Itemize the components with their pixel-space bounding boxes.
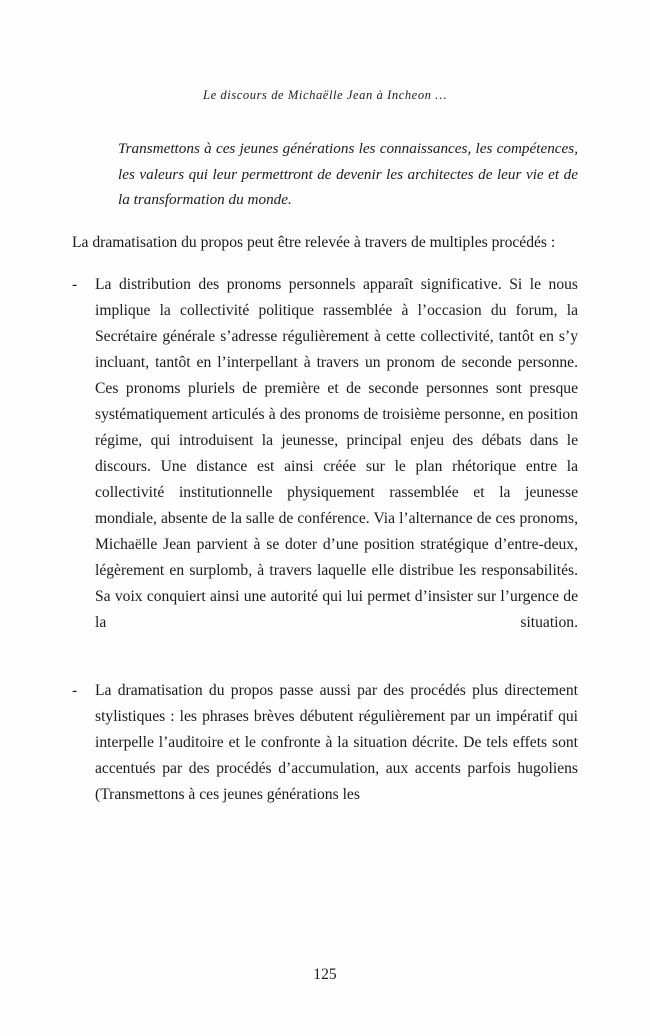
list-item-text: La distribution des pronoms personnels apparaît significative. Si le nous implique la collectivité politique rassemblée à l’occasion du forum, la Secrétaire générale s’adresse régulièrement à cette collectivité, tantôt en s’y incluant, tantôt en l’interpellant à travers un pronom de seconde personne. Ces pronoms pluriels de première et de seconde personnes sont presque systématiquement articulés à des pronoms de troisième personne, en position régime, qui introduisent la jeunesse, principal enjeu des débats dans le discours. Une distance est ainsi créée sur le plan rhétorique entre la collectivité institutionnelle physiquement rassemblée et la jeunesse mondiale, absente de la salle de conférence. Via l’alternance de ces pronoms, Michaëlle Jean parvient à se doter d’une position stratégique d’entre-deux, légèrement en surplomb, à travers laquelle elle distribue les responsabilités. Sa voix conquiert ainsi une autorité qui lui permet d’insister sur l’urgence de la situation. bbox=[95, 275, 578, 631]
list-item bbox=[72, 272, 578, 662]
bullet-list bbox=[72, 272, 578, 808]
intro-paragraph: La dramatisation du propos peut être relevée à travers de multiples procédés : bbox=[72, 233, 556, 251]
list-item-text: La dramatisation du propos passe aussi par des procédés plus directement stylistiques : les phrases brèves débutent régulièrement par un impératif qui interpelle l’auditoire et le confronte à la situation décrite. De tels effets sont accentués par des procédés d’accumulation, aux accents parfois hugoliens (Transmettons à ces jeunes générations les bbox=[95, 681, 578, 803]
running-head: Le discours de Michaëlle Jean à Incheon … bbox=[203, 88, 447, 102]
list-item bbox=[72, 678, 578, 808]
bullet-marker: - bbox=[72, 275, 78, 293]
blockquote-transmettons: Transmettons à ces jeunes générations les connaissances, les compétences, les valeurs qui leur permettront de devenir les architectes de leur vie et de la transformation du monde. bbox=[118, 140, 578, 209]
bullet-marker: - bbox=[72, 681, 78, 699]
text-column bbox=[72, 136, 578, 808]
page-number: 125 bbox=[313, 966, 337, 983]
